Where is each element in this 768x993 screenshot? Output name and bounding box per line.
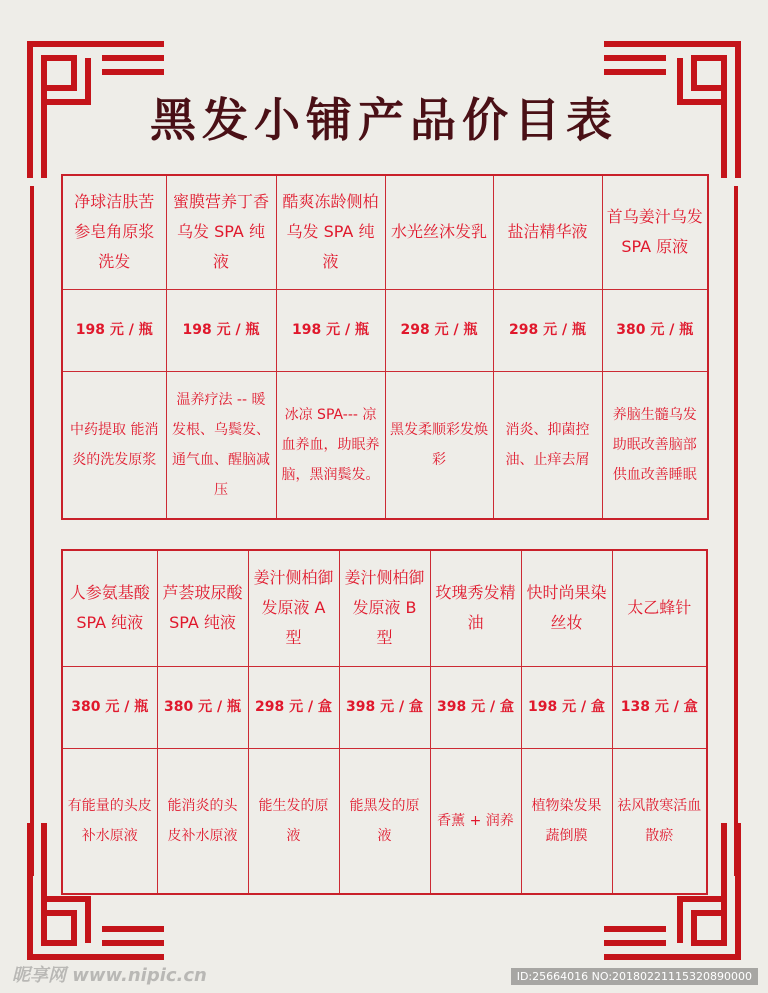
product-price: 398 元 / 盒 [339,666,430,748]
product-description: 温养疗法 -- 暖发根、乌鬓发、通气血、醒脑减压 [166,371,276,519]
product-description: 能黑发的原液 [339,748,430,894]
product-name: 姜汁侧柏御发原液 B 型 [339,550,430,666]
product-name: 姜汁侧柏御发原液 A 型 [248,550,339,666]
product-description: 植物染发果蔬倒膜 [521,748,612,894]
product-name: 酷爽冻龄侧柏乌发 SPA 纯液 [276,175,385,289]
product-description: 中药提取 能消炎的洗发原浆 [62,371,166,519]
product-name: 玫瑰秀发精油 [430,550,521,666]
product-name: 盐洁精华液 [493,175,602,289]
product-price: 380 元 / 瓶 [62,666,157,748]
watermark-logo: 昵享网 www.nipic.cn [12,965,207,986]
product-price: 198 元 / 瓶 [276,289,385,371]
watermark-id: ID:25664016 NO:20180221115320890000 [511,968,758,985]
product-name: 芦荟玻尿酸 SPA 纯液 [157,550,248,666]
product-price: 380 元 / 瓶 [602,289,708,371]
product-price: 198 元 / 瓶 [166,289,276,371]
product-name: 水光丝沐发乳 [385,175,493,289]
product-name: 蜜膜营养丁香乌发 SPA 纯液 [166,175,276,289]
product-description: 养脑生髓乌发助眠改善脑部供血改善睡眠 [602,371,708,519]
product-price: 380 元 / 瓶 [157,666,248,748]
product-description: 香薰 + 润养 [430,748,521,894]
product-price: 298 元 / 瓶 [385,289,493,371]
product-price: 298 元 / 瓶 [493,289,602,371]
frame-left-line [30,186,34,876]
product-name: 净球洁肤苦参皂角原浆洗发 [62,175,166,289]
price-table-2 [61,549,708,895]
product-name: 快时尚果染丝妆 [521,550,612,666]
product-description: 祛风散寒活血散瘀 [612,748,707,894]
page-title: 黑发小铺产品价目表 [150,93,618,147]
product-price: 138 元 / 盒 [612,666,707,748]
product-name: 首乌姜汁乌发 SPA 原液 [602,175,708,289]
product-description: 黑发柔顺彩发焕彩 [385,371,493,519]
product-name: 人参氨基酸 SPA 纯液 [62,550,157,666]
product-name: 太乙蜂针 [612,550,707,666]
product-description: 能生发的原液 [248,748,339,894]
product-price: 198 元 / 瓶 [62,289,166,371]
product-price: 298 元 / 盒 [248,666,339,748]
frame-right-line [734,186,738,876]
product-description: 有能量的头皮补水原液 [62,748,157,894]
price-table-1 [61,174,709,520]
product-price: 198 元 / 盒 [521,666,612,748]
product-description: 能消炎的头皮补水原液 [157,748,248,894]
product-price: 398 元 / 盒 [430,666,521,748]
product-description: 冰凉 SPA--- 凉血养血，助眠养脑，黑润鬓发。 [276,371,385,519]
product-description: 消炎、抑菌控油、止痒去屑 [493,371,602,519]
